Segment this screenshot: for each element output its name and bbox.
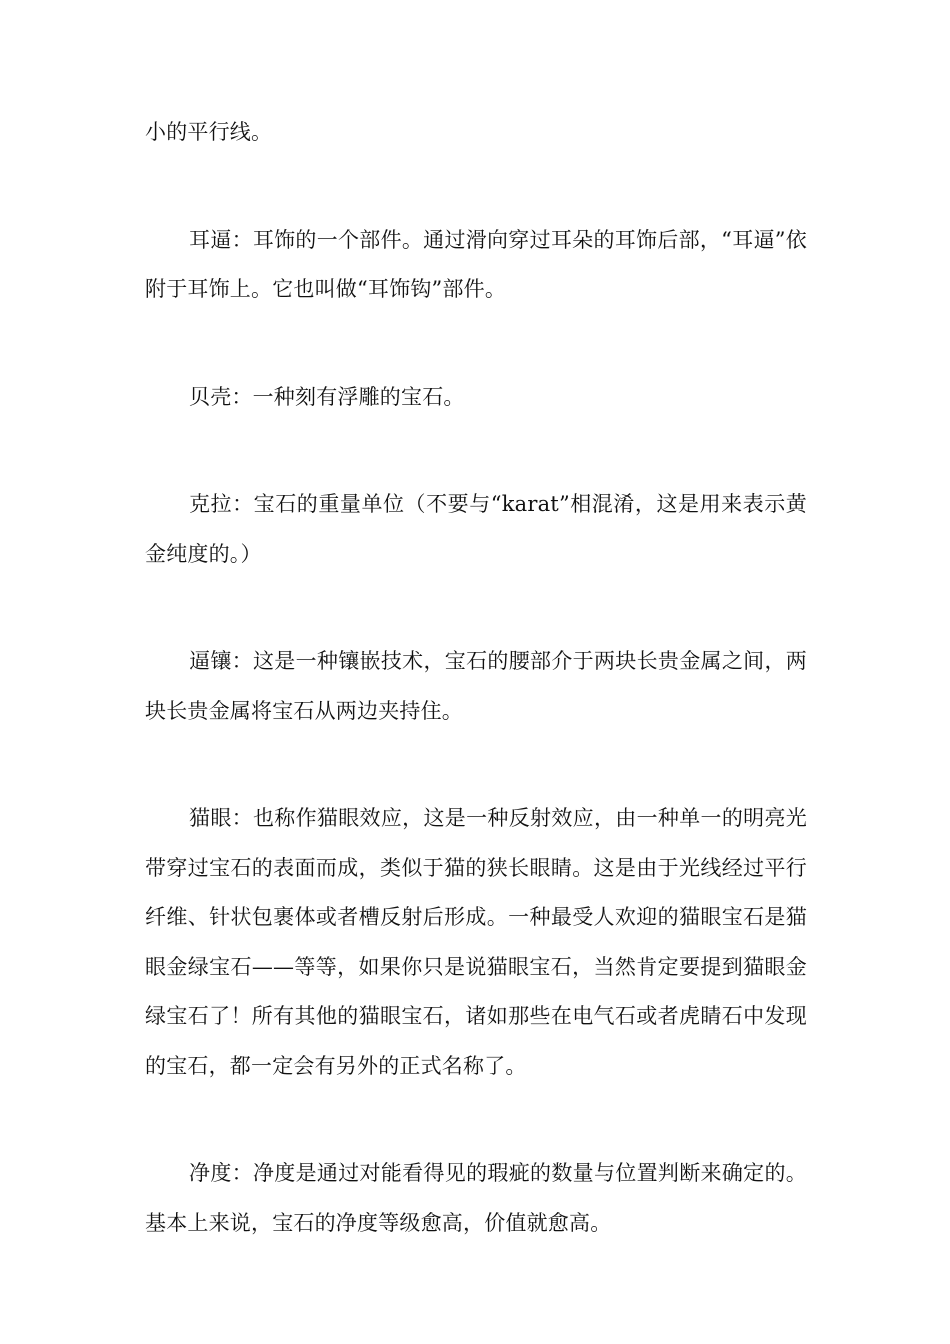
paragraph-gap bbox=[145, 579, 807, 637]
paragraph-gap bbox=[145, 736, 807, 794]
paragraph-channel-setting: 逼镶：这是一种镶嵌技术，宝石的腰部介于两块长贵金属之间，两块长贵金属将宝石从两边夹持住。 bbox=[145, 649, 807, 723]
paragraph-clarity: 净度：净度是通过对能看得见的瑕疵的数量与位置判断来确定的。基本上来说，宝石的净度等级愈高，价值就愈高。 bbox=[145, 1161, 807, 1235]
paragraph-ear-back: 耳逼：耳饰的一个部件。通过滑向穿过耳朵的耳饰后部，“耳逼”依附于耳饰上。它也叫做“耳饰钩”部件。 bbox=[145, 227, 807, 301]
paragraph-gap bbox=[145, 315, 807, 373]
paragraph-gap bbox=[145, 422, 807, 480]
paragraph-carat: 克拉：宝石的重量单位（不要与“karat”相混淆，这是用来表示黄金纯度的。） bbox=[145, 492, 807, 566]
document-body bbox=[145, 108, 807, 1248]
paragraph-cameo: 贝壳：一种刻有浮雕的宝石。 bbox=[189, 384, 465, 409]
paragraph-continuation: 小的平行线。 bbox=[145, 120, 273, 144]
paragraph-gap bbox=[145, 1091, 807, 1149]
paragraph-cats-eye: 猫眼：也称作猫眼效应，这是一种反射效应，由一种单一的明亮光带穿过宝石的表面而成，类似于猫的狭长眼睛。这是由于光线经过平行纤维、针状包裹体或者槽反射后形成。一种最受人欢迎的猫眼宝石是猫眼金绿宝石——等等，如果你只是说猫眼宝石，当然肯定要提到猫眼金绿宝石了！所有其他的猫眼宝石，诸如那些在电气石或者虎睛石中发现的宝石，都一定会有另外的正式名称了。 bbox=[145, 806, 807, 1078]
paragraph-gap bbox=[145, 158, 807, 216]
